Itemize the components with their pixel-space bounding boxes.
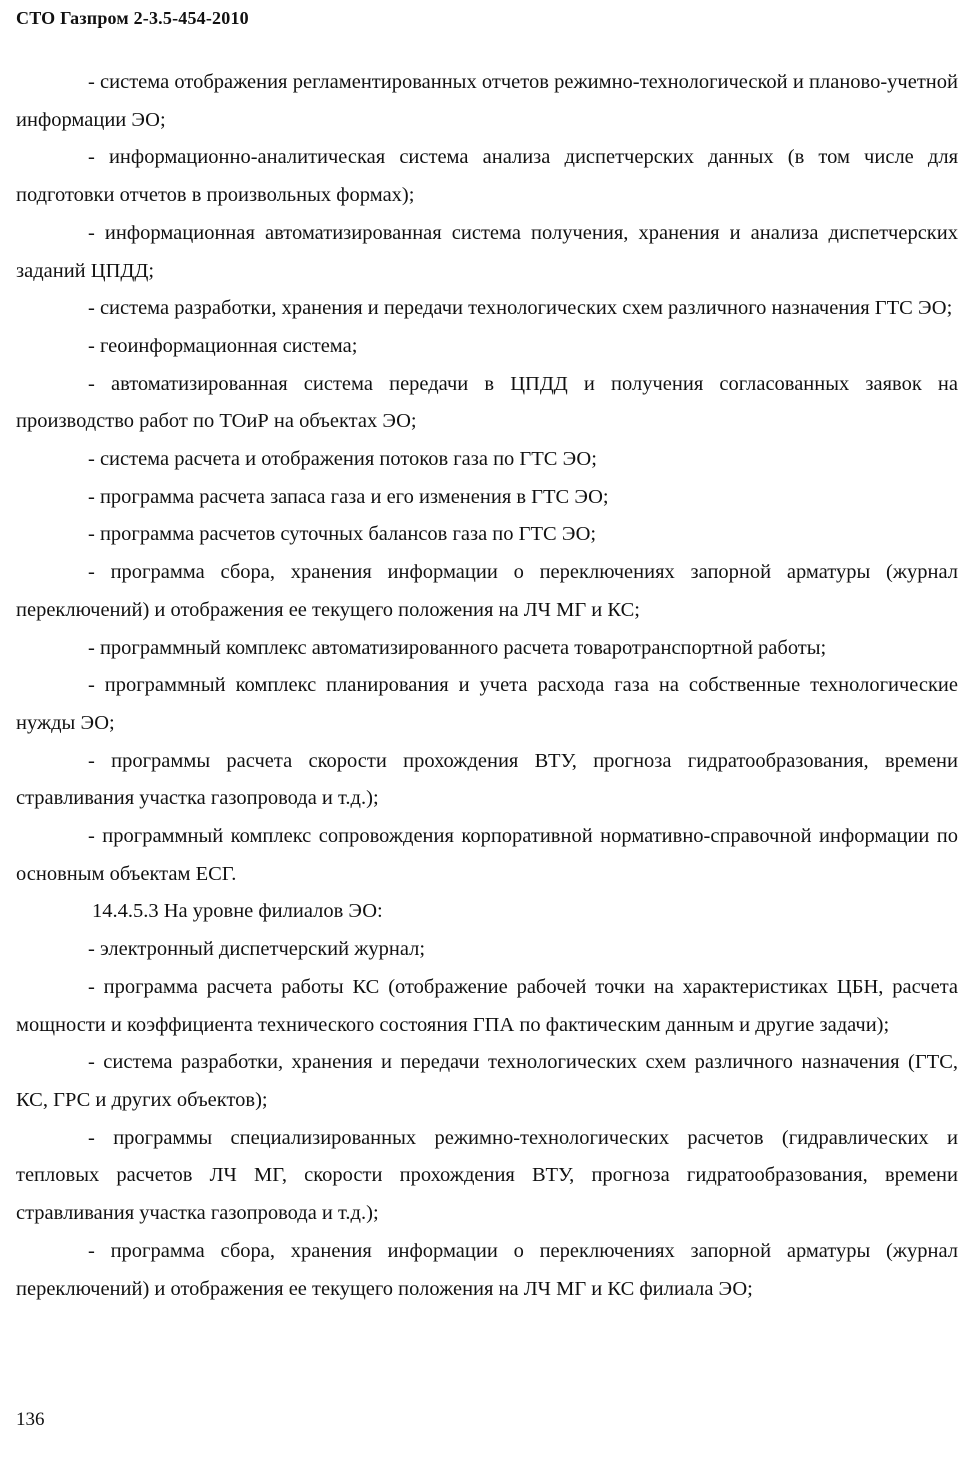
list-item: - информационно-аналитическая система анализа диспетчерских данных (в том числе для подготовки отчетов в произвольных формах);: [16, 146, 958, 207]
list-item: - программный комплекс автоматизированного расчета товаротранспортной работы;: [88, 636, 827, 659]
list-item: - программа расчета запаса газа и его изменения в ГТС ЭО;: [88, 485, 609, 508]
list-item: - программа сбора, хранения информации о переключениях запорной арматуры (журнал переключений) и отображения ее текущего положения на ЛЧ МГ и КС;: [16, 561, 958, 621]
list-item: - программа расчетов суточных балансов газа по ГТС ЭО;: [88, 523, 597, 546]
section-heading: 14.4.5.3 На уровне филиалов ЭО:: [92, 900, 383, 923]
document-body: [16, 64, 958, 1308]
list-item: - программы специализированных режимно-технологических расчетов (гидравлических и тепловых расчетов ЛЧ МГ, скорости прохождения ВТУ, прогноза гидратообразования, времени стравливания участка газопровода и т.д.);: [16, 1126, 958, 1225]
list-item: - программы расчета скорости прохождения ВТУ, прогноза гидратообразования, времени стравливания участка газопровода и т.д.);: [16, 749, 958, 810]
list-item: - геоинформационная система;: [88, 334, 358, 357]
document-header: СТО Газпром 2-3.5-454-2010: [16, 8, 249, 28]
list-item: - автоматизированная система передачи в ЦПДД и получения согласованных заявок на производство работ по ТОиР на объектах ЭО;: [16, 372, 958, 433]
list-item: - система разработки, хранения и передачи технологических схем различного назначения ГТС ЭО;: [88, 297, 953, 320]
list-item: - система отображения регламентированных отчетов режимно-технологической и планово-учетной информации ЭО;: [16, 71, 958, 131]
list-item: - программа расчета работы КС (отображение рабочей точки на характеристиках ЦБН, расчета мощности и коэффициента технического состояния ГПА по фактическим данным и другие задачи);: [16, 975, 958, 1036]
list-item: - система разработки, хранения и передачи технологических схем различного назначения (ГТС, КС, ГРС и других объектов);: [16, 1051, 958, 1111]
list-item: - информационная автоматизированная система получения, хранения и анализа диспетчерских заданий ЦПДД;: [16, 221, 958, 282]
list-item: - электронный диспетчерский журнал;: [88, 938, 426, 961]
list-item: - программный комплекс сопровождения корпоративной нормативно-справочной информации по основным объектам ЕСГ.: [16, 825, 958, 885]
page-number: 136: [16, 1409, 45, 1430]
list-item: - программа сбора, хранения информации о переключениях запорной арматуры (журнал переключений) и отображения ее текущего положения на ЛЧ МГ и КС филиала ЭО;: [16, 1239, 958, 1300]
list-item: - программный комплекс планирования и учета расхода газа на собственные технологические нужды ЭО;: [16, 674, 958, 734]
list-item: - система расчета и отображения потоков газа по ГТС ЭО;: [88, 448, 597, 471]
